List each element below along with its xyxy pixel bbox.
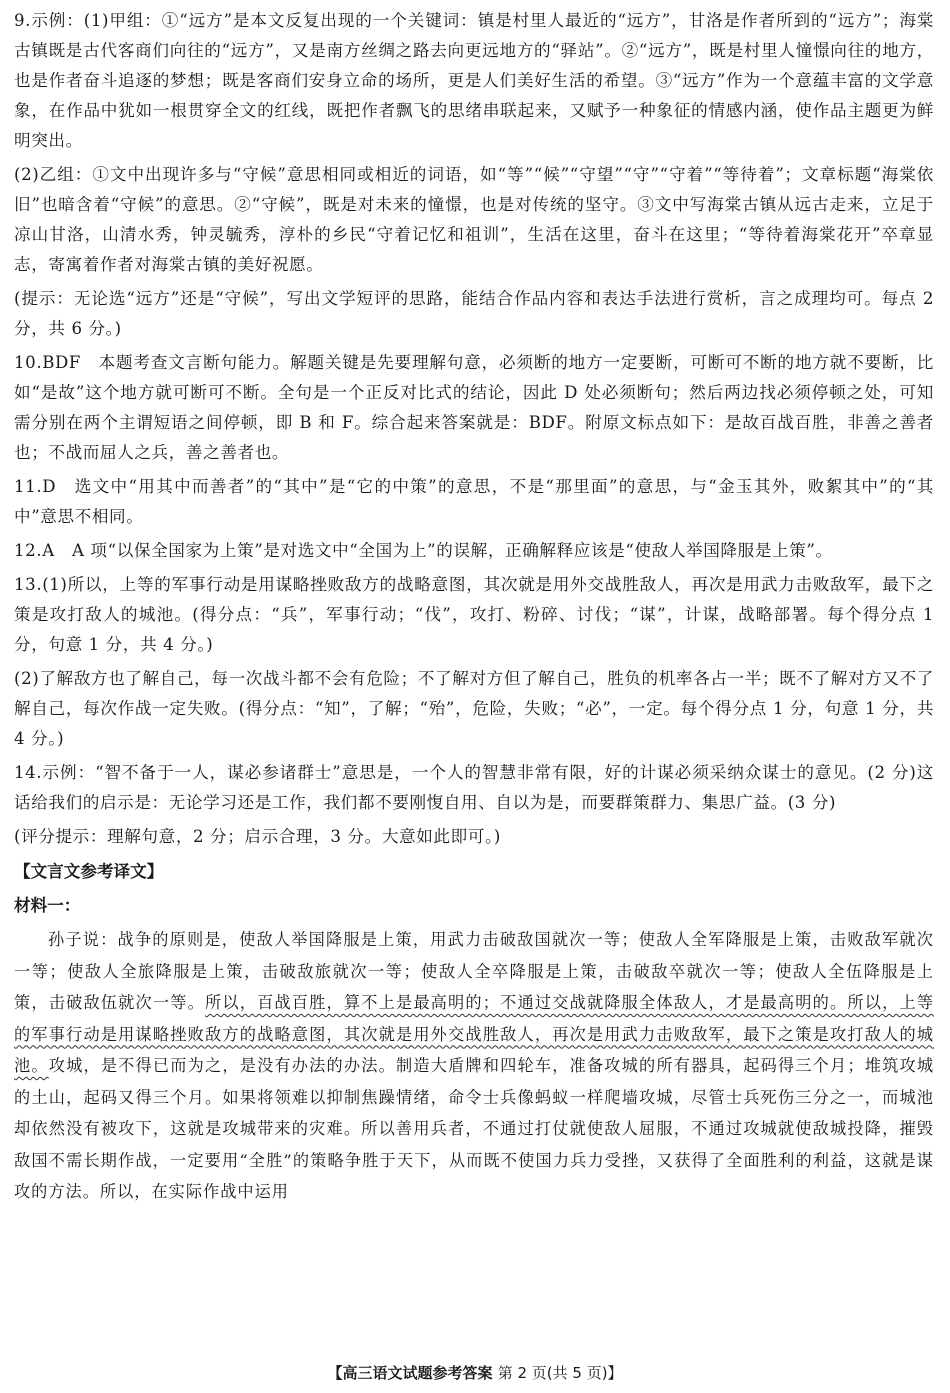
- translation-part2: 攻城，是不得已而为之，是没有办法的办法。制造大盾牌和四轮车，准备攻城的所有器具，起码得三个月；堆筑攻城的土山，起码又得三个月。如果将领难以抑制焦躁情绪，命令士兵像蚂蚁一样爬墙攻城，尽管士兵死伤三分之一，而城池却依然没有被攻下，这就是攻城带来的灾难。所以善用兵者，不通过打仗就使敌人屈服，不通过攻城就使敌城投降，摧毁敌国不需长期作战，一定要用“全胜”的策略争胜于天下，从而既不使国力兵力受挫，又获得了全面胜利的利益，这就是谋攻的方法。所以，在实际作战中运用: [14, 1056, 935, 1201]
- answer-q9-part1: 9.示例：(1)甲组：①“远方”是本文反复出现的一个关键词：镇是村里人最近的“远方”，甘洛是作者所到的“远方”；海棠古镇既是古代客商们向往的“远方”，又是南方丝绸之路去向更远地方的“驿站”。②“远方”，既是村里人憧憬向往的地方，也是作者奋斗追逐的梦想；既是客商们安身立命的场所，更是人们美好生活的希望。③“远方”作为一个意蕴丰富的文学意象，在作品中犹如一根贯穿全文的红线，既把作者飘飞的思绪串联起来，又赋予一种象征的情感内涵，使作品主题更为鲜明突出。: [14, 11, 934, 150]
- translation-underlined: 所以，百战百胜，算不上是最高明的；不通过交战就降服全体敌人，才是最高明的。所以，上等的军事行动是用谋略挫败敌方的战略意图，其次就是用外交战胜敌人，再次是用武力击败敌军，最下之策是攻打敌人的城池。: [14, 993, 935, 1075]
- answer-q13-part1: 13.(1)所以，上等的军事行动是用谋略挫败敌方的战略意图，其次就是用外交战胜敌人，再次是用武力击败敌军，最下之策是攻打敌人的城池。(得分点：“兵”，军事行动；“伐”，攻打、粉碎、讨伐；“谋”，计谋，战略部署。每个得分点 1 分，句意 1 分，共 4 分。): [14, 575, 934, 654]
- answer-q14-tip: (评分提示：理解句意，2 分；启示合理，3 分。大意如此即可。): [14, 827, 501, 846]
- answer-q9-part2: (2)乙组：①文中出现许多与“守候”意思相同或相近的词语，如“等”“候”“守望”“守”“守着”“等待着”；文章标题“海棠依旧”也暗含着“守候”的意思。②“守候”，既是对未来的憧憬，也是对传统的坚守。③文中写海棠古镇从远古走来，立足于凉山甘洛，山清水秀，钟灵毓秀，淳朴的乡民“守着记忆和祖训”，生活在这里，奋斗在这里；“等待着海棠花开”卒章显志，寄寓着作者对海棠古镇的美好祝愿。: [14, 165, 934, 274]
- page-footer: [0, 1362, 950, 1383]
- answer-q12: 12.A A 项“以保全国家为上策”是对选文中“全国为上”的误解，正确解释应该是“使敌人举国降服是上策”。: [14, 541, 833, 560]
- answer-q14: 14.示例：“智不备于一人，谋必参诸群士”意思是，一个人的智慧非常有限，好的计谋必须采纳众谋士的意见。(2 分)这话给我们的启示是：无论学习还是工作，我们都不要刚愎自用、自以为是，而要群策群力、集思广益。(3 分): [14, 763, 934, 812]
- answer-q10: 10.BDF 本题考查文言断句能力。解题关键是先要理解句意，必须断的地方一定要断，可断可不断的地方就不要断，比如“是故”这个地方就可断可不断。全句是一个正反对比式的结论，因此 D 处必须断句；然后两边找必须停顿之处，可知需分别在两个主谓短语之间停顿，即 B 和 F。综合起来答案就是：BDF。附原文标点如下：是故百战百胜，非善之善者也；不战而屈人之兵，善之善者也。: [14, 353, 934, 462]
- answer-q13-part2: (2)了解敌方也了解自己，每一次战斗都不会有危险；不了解对方但了解自己，胜负的机率各占一半；既不了解对方又不了解自己，每次作战一定失败。(得分点：“知”，了解；“殆”，危险，失败；“必”，一定。每个得分点 1 分，句意 1 分，共 4 分。): [14, 669, 934, 748]
- answer-q9-tip: (提示：无论选“远方”还是“守候”，写出文学短评的思路，能结合作品内容和表达手法进行赏析，言之成理均可。每点 2 分，共 6 分。): [14, 289, 934, 338]
- translation-part1: 孙子说：战争的原则是，使敌人举国降服是上策，用武力击破敌国就次一等；使敌人全军降服是上策，击败敌军就次一等；使敌人全旅降服是上策，击破敌旅就次一等；使敌人全卒降服是上策，击破敌卒就次一等；使敌人全伍降服是上策，击破敌伍就次一等。: [14, 930, 934, 1012]
- translation-paragraph: [14, 924, 934, 1208]
- answer-q11: 11.D 选文中“用其中而善者”的“其中”是“它的中策”的意思，不是“那里面”的意思，与“金玉其外，败絮其中”的“其中”意思不相同。: [14, 477, 934, 526]
- footer-title: 【高三语文试题参考答案: [327, 1364, 493, 1382]
- translation-heading: 【文言文参考译文】: [14, 862, 164, 881]
- footer-page-number: 第 2 页(共 5 页)】: [497, 1364, 623, 1382]
- answer-page: [14, 6, 934, 1208]
- material-label: 材料一：: [14, 896, 81, 915]
